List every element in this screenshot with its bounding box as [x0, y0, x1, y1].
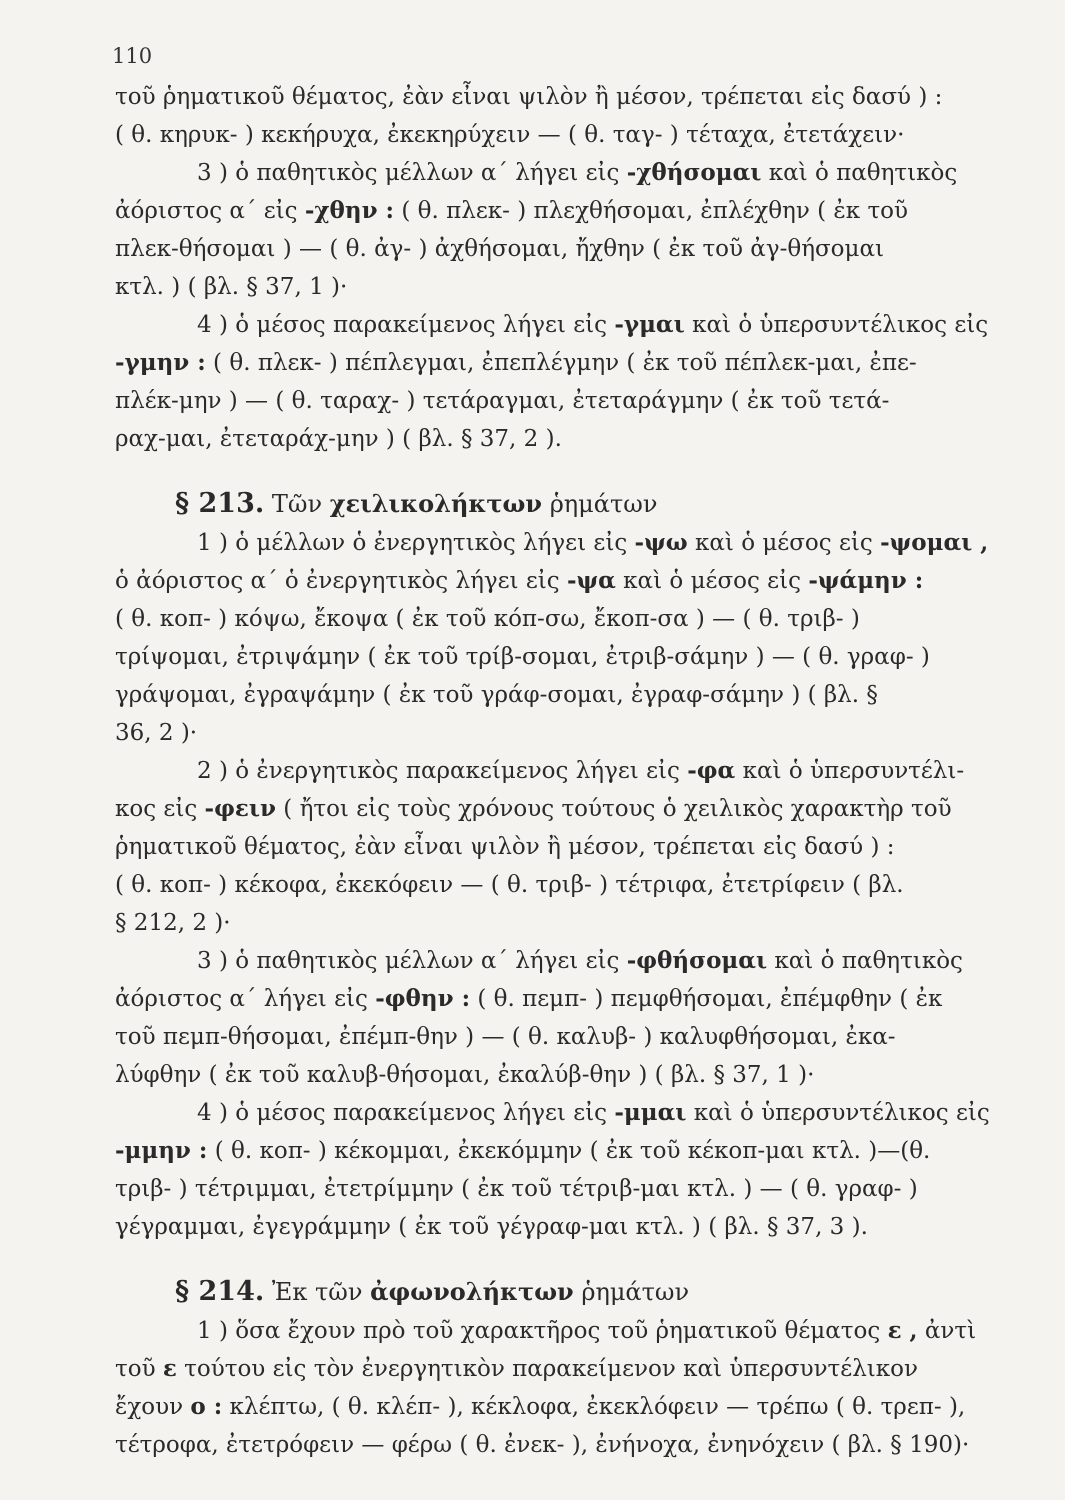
bold-ending: -γμαι — [614, 311, 685, 338]
text-run: καὶ ὁ ὑπερσυντέλικος εἰς — [686, 1100, 990, 1126]
text-line: ραχ-μαι, ἐτεταράχ-μην ) ( βλ. § 37, 2 ). — [115, 426, 562, 452]
text-line: τρίψομαι, ἐτριψάμην ( ἐκ τοῦ τρίβ-σομαι, ἐτριβ-σάμην ) — ( θ. γραφ- ) — [115, 644, 930, 670]
bold-term: χειλικολήκτων — [329, 489, 543, 518]
text-line: κτλ. ) ( βλ. § 37, 1 )· — [115, 274, 348, 300]
section-number: § 213. — [175, 488, 265, 519]
bold-ending: -χθήσομαι — [626, 159, 762, 186]
text-run: καὶ ὁ ὑπερσυντέλι- — [735, 758, 965, 784]
text-line: ( θ. κηρυκ- ) κεκήρυχα, ἐκεκηρύχειν — ( θ. ταγ- ) τέταχα, ἐτετάχειν· — [115, 122, 905, 148]
text-line: τέτροφα, ἐτετρόφειν — φέρω ( θ. ἐνεκ- ), ἐνήνοχα, ἐνηνόχειν ( βλ. § 190)· — [115, 1432, 970, 1458]
text-run: καὶ ὁ μέσος εἰς — [615, 568, 809, 594]
text-line — [115, 752, 963, 790]
text-run: καὶ ὁ παθητικὸς — [767, 948, 963, 974]
text-run: 1 ) ὁ μέλλων ὁ ἐνεργητικὸς λήγει εἰς — [197, 530, 635, 556]
text-run: 4 ) ὁ μέσος παρακείμενος λήγει εἰς — [197, 1100, 615, 1126]
text-run: κλέπτω, ( θ. κλέπ- ), κέκλοφα, ἐκεκλόφειν — τρέπω ( θ. τρεπ- ), — [222, 1394, 966, 1420]
text-line — [115, 980, 963, 1018]
text-run: καὶ ὁ ὑπερσυντέλικος εἰς — [684, 312, 989, 338]
text-run: ( θ. πεμπ- ) πεμφθήσομαι, ἐπέμφθην ( ἐκ — [470, 986, 943, 1012]
bold-ending: ε , — [887, 1317, 918, 1344]
bold-ending: -ψα — [566, 567, 616, 594]
text-run: 3 ) ὁ παθητικὸς μέλλων α΄ λήγει εἰς — [197, 160, 627, 186]
text-line — [115, 344, 963, 382]
text-run: ( θ. πλεκ- ) πλεχθήσομαι, ἐπλέχθην ( ἐκ τοῦ — [394, 198, 908, 224]
body-text — [115, 78, 990, 1464]
text-line — [115, 562, 963, 600]
text-line: § 212, 2 )· — [115, 910, 231, 936]
text-line: πλεκ-θήσομαι ) — ( θ. ἀγ- ) ἀχθήσομαι, ἤχθην ( ἐκ τοῦ ἀγ-θήσομαι — [115, 236, 885, 262]
text-run: 2 ) ὁ ἐνεργητικὸς παρακείμενος λήγει εἰς — [197, 758, 688, 784]
bold-ending: ε — [162, 1355, 177, 1382]
text-run: ἔχουν — [115, 1394, 191, 1420]
text-line — [115, 1094, 990, 1132]
spacer — [115, 458, 963, 476]
text-line — [115, 192, 963, 230]
text-line — [115, 942, 963, 980]
text-run: καὶ ὁ μέσος εἰς — [687, 530, 881, 556]
text-run: ( θ. πλεκ- ) πέπλεγμαι, ἐπεπλέγμην ( ἐκ τοῦ πέπλεκ-μαι, ἐπε- — [205, 350, 917, 376]
text-line — [115, 1312, 977, 1350]
text-run: Τῶν — [264, 490, 330, 518]
text-line: γράψομαι, ἐγραψάμην ( ἐκ τοῦ γράφ-σομαι, ἐγραφ-σάμην ) ( βλ. § — [115, 682, 878, 708]
text-run: ἀντὶ — [917, 1318, 977, 1344]
text-run: ῥημάτων — [573, 1278, 690, 1306]
bold-ending: -φα — [687, 757, 736, 784]
text-line: ( θ. κοπ- ) κέκοφα, ἐκεκόφειν — ( θ. τριβ- ) τέτριφα, ἐτετρίφειν ( βλ. — [115, 872, 904, 898]
text-run: τούτου εἰς τὸν ἐνεργητικὸν παρακείμενον καὶ ὑπερσυντέλικον — [176, 1356, 918, 1382]
bold-ending: -γμην : — [115, 349, 206, 376]
text-run: κος εἰς — [115, 796, 205, 822]
bold-ending: -φθήσομαι — [626, 947, 768, 974]
text-line — [115, 306, 989, 344]
bold-ending: -φθην : — [375, 985, 471, 1012]
text-line — [115, 1388, 966, 1426]
text-run: ( ἤτοι εἰς τοὺς χρόνους τούτους ὁ χειλικὸς χαρακτὴρ τοῦ — [275, 796, 952, 822]
text-line — [115, 524, 989, 562]
text-line — [115, 154, 963, 192]
section-heading-214 — [115, 1264, 963, 1312]
text-line — [115, 1350, 963, 1388]
text-line: τριβ- ) τέτριμμαι, ἐτετρίμμην ( ἐκ τοῦ τέτριβ-μαι κτλ. ) — ( θ. γραφ- ) — [115, 1176, 918, 1202]
bold-ending: -μμην : — [115, 1137, 208, 1164]
text-run: ὁ ἀόριστος α΄ ὁ ἐνεργητικὸς λήγει εἰς — [115, 568, 567, 594]
bold-ending: ο : — [190, 1393, 223, 1420]
text-line: τοῦ ῥηματικοῦ θέματος, ἐὰν εἶναι ψιλὸν ἢ μέσον, τρέπεται εἰς δασύ ) : — [115, 84, 943, 110]
spacer — [115, 1246, 963, 1264]
bold-term: ἀφωνολήκτων — [370, 1277, 574, 1306]
text-line: τοῦ πεμπ-θήσομαι, ἐπέμπ-θην ) — ( θ. καλυβ- ) καλυφθήσομαι, ἐκα- — [115, 1024, 896, 1050]
bold-ending: -χθην : — [304, 197, 395, 224]
section-number: § 214. — [175, 1276, 265, 1307]
bold-ending: -ψομαι , — [880, 529, 989, 556]
section-heading-213 — [115, 476, 963, 524]
text-run: 4 ) ὁ μέσος παρακείμενος λήγει εἰς — [197, 312, 615, 338]
text-line: λύφθην ( ἐκ τοῦ καλυβ-θήσομαι, ἐκαλύβ-θην ) ( βλ. § 37, 1 )· — [115, 1062, 815, 1088]
text-line — [115, 790, 963, 828]
text-run: ἀόριστος α΄ εἰς — [115, 198, 305, 224]
text-line: πλέκ-μην ) — ( θ. ταραχ- ) τετάραγμαι, ἐτεταράγμην ( ἐκ τοῦ τετά- — [115, 388, 890, 414]
text-line: γέγραμμαι, ἐγεγράμμην ( ἐκ τοῦ γέγραφ-μαι κτλ. ) ( βλ. § 37, 3 ). — [115, 1214, 868, 1240]
text-line: 36, 2 )· — [115, 720, 198, 746]
bold-ending: -ψάμην : — [808, 567, 924, 594]
text-line: ῥηματικοῦ θέματος, ἐὰν εἶναι ψιλὸν ἢ μέσον, τρέπεται εἰς δασύ ) : — [115, 834, 895, 860]
text-run: ( θ. κοπ- ) κέκομμαι, ἐκεκόμμην ( ἐκ τοῦ κέκοπ-μαι κτλ. )—(θ. — [207, 1138, 931, 1164]
text-run: Ἐκ τῶν — [264, 1278, 371, 1306]
text-run: 3 ) ὁ παθητικὸς μέλλων α΄ λήγει εἰς — [197, 948, 627, 974]
bold-ending: -φειν — [204, 795, 276, 822]
text-run: ῥημάτων — [542, 490, 658, 518]
text-run: τοῦ — [115, 1356, 163, 1382]
bold-ending: -ψω — [634, 529, 688, 556]
text-run: ἀόριστος α΄ λήγει εἰς — [115, 986, 376, 1012]
text-line: ( θ. κοπ- ) κόψω, ἔκοψα ( ἐκ τοῦ κόπ-σω, ἔκοπ-σα ) — ( θ. τριβ- ) — [115, 606, 860, 632]
bold-ending: -μμαι — [614, 1099, 687, 1126]
text-run: καὶ ὁ παθητικὸς — [761, 160, 958, 186]
text-run: 1 ) ὅσα ἔχουν πρὸ τοῦ χαρακτῆρος τοῦ ῥηματικοῦ θέματος — [197, 1318, 888, 1344]
text-line — [115, 1132, 963, 1170]
page-number: 110 — [112, 44, 153, 68]
